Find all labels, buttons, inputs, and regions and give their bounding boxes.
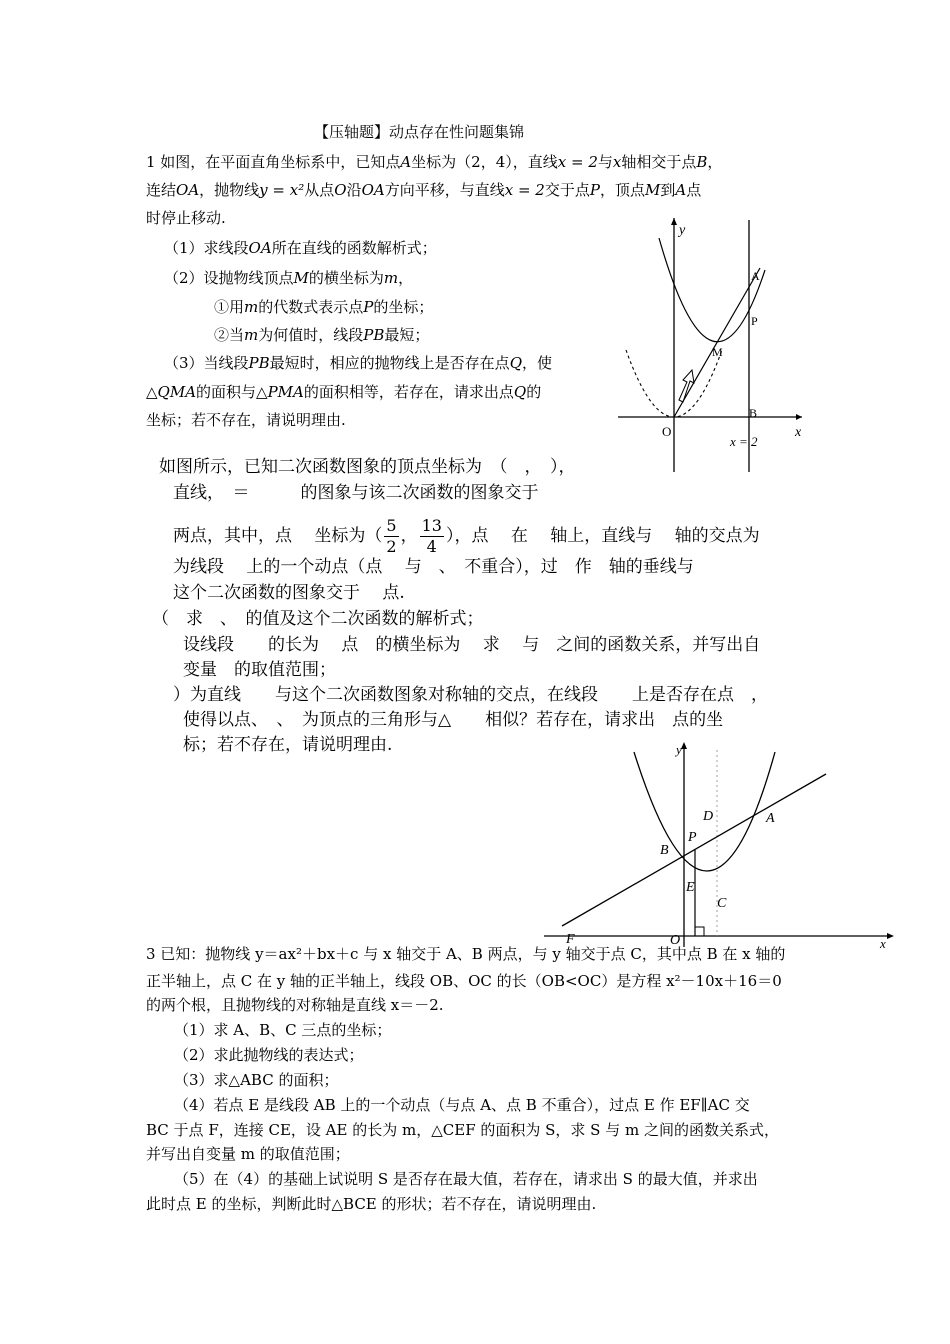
q1-part-2: （2）设抛物线顶点M的横坐标为m， (164, 269, 414, 287)
q3-part-4-line-3: 并写出自变量 m 的取值范围； (146, 1145, 350, 1163)
fig1-segment-oa (674, 268, 760, 417)
fig1-label-o: O (662, 424, 672, 439)
q3-part-5-line-1: （5）在（4）的基础上试说明 S 是否存在最大值，若存在，请求出 S 的最大值，并求出 (174, 1170, 758, 1188)
fig2-label-x: x (880, 936, 886, 950)
q1-part-2-2: ②当m为何值时，线段PB最短； (214, 326, 430, 344)
page-title: 【压轴题】动点存在性问题集锦 (314, 123, 525, 141)
fraction-5-2: $\frac{5}{2}$ (386, 516, 397, 556)
fig2-label-d: D (703, 809, 714, 824)
q3-line-2: 正半轴上，点 C 在 y 轴的正半轴上，线段 OB、OC 的长（OB<OC）是方程 x²－10x＋16＝0 (146, 972, 782, 990)
q3-part-1: （1）求 A、B、C 三点的坐标； (174, 1021, 392, 1039)
fig2-y-arrow (681, 742, 687, 749)
q3-part-2: （2）求此抛物线的表达式； (174, 1046, 364, 1064)
q1-line-1: 1 如图，在平面直角坐标系中，已知点A坐标为（2，4），直线x = 2与x轴相交于点B， (146, 153, 723, 171)
q2-line-8: 变量 的取值范围； (183, 660, 336, 680)
q1-part-3-line-1: （3）当线段PB最短时，相应的抛物线上是否存在点Q，使 (164, 354, 553, 372)
fig2-right-angle-mark (695, 927, 704, 936)
fig2-line-fa (562, 774, 826, 926)
q1-line-3: 时停止移动. (146, 209, 226, 227)
fig2-label-f: F (566, 932, 575, 947)
q2-line-1: 如图所示，已知二次函数图象的顶点坐标为 （ ， ）， (159, 457, 576, 477)
fig2-label-p: P (688, 830, 697, 845)
fig2-label-y: y (676, 742, 682, 757)
q2-line-7: 设线段 的长为 点 的横坐标为 求 与 之间的函数关系，并写出自 (183, 635, 761, 655)
fig2-label-o: O (670, 933, 681, 948)
q3-part-5-line-2: 此时点 E 的坐标，判断此时△BCE 的形状；若不存在，请说明理由. (146, 1195, 597, 1213)
fig1-x-arrow (796, 414, 802, 420)
q3-part-4-line-2: BC 于点 F，连接 CE，设 AE 的长为 m，△CEF 的面积为 S，求 S 与 m 之间的函数关系式， (146, 1121, 779, 1139)
q2-line-9: ）为直线 与这个二次函数图象对称轴的交点，在线段 上是否存在点 ， (173, 685, 768, 705)
q3-line-1: 3 已知：抛物线 y＝ax²＋bx＋c 与 x 轴交于 A、B 两点，与 y 轴交于点 C，其中点 B 在 x 轴的 (146, 945, 786, 963)
figure-2-graph (540, 740, 900, 950)
fig1-label-m: M (712, 345, 723, 359)
fig1-label-x: x (795, 425, 802, 440)
fig1-y-arrow (671, 218, 677, 225)
fig2-x-arrow (887, 933, 894, 939)
q3-part-4-line-1: （4）若点 E 是线段 AB 上的一个动点（与点 A、点 B 不重合），过点 E 作 EF∥AC 交 (174, 1096, 750, 1114)
q2-line-5: 这个二次函数的图象交于 点. (173, 583, 405, 603)
q1-part-2-1: ①用m的代数式表示点P的坐标； (214, 298, 434, 316)
q2-line-4: 为线段 上的一个动点（点 与 、 不重合），过 作 轴的垂线与 (173, 557, 694, 577)
fig1-label-p: P (751, 314, 758, 328)
q1-line-2: 连结OA，抛物线y = x²从点O沿OA方向平移，与直线x = 2交于点P，顶点M到A点 (146, 181, 702, 199)
q2-line-3: 两点，其中，点 坐标为（ $\frac{5}{2}$ ， $\frac{13}{4}$ ），点 在 轴上，直线与 轴的交点为 (173, 516, 760, 556)
fig2-label-e: E (686, 880, 695, 895)
q2-line-6: （ 求 、 的值及这个二次函数的解析式； (152, 609, 484, 629)
fig2-label-b: B (660, 843, 669, 858)
fig2-label-c: C (717, 896, 727, 911)
q2-line-2: 直线， ＝ 的图象与该二次函数的图象交于 (173, 483, 539, 503)
fraction-13-4: $\frac{13}{4}$ (421, 516, 442, 556)
q2-line-10: 使得以点、 、 为顶点的三角形与△ 相似？若存在，请求出 点的坐 (183, 710, 724, 730)
fig1-label-y: y (679, 223, 686, 238)
fig2-label-a: A (766, 811, 775, 826)
fig1-label-line: x = 2 (730, 434, 758, 449)
figure-1-graph (610, 210, 810, 480)
q1-part-3-line-2: △QMA的面积与△PMA的面积相等，若存在，请求出点Q的 (146, 383, 542, 401)
q1-part-3-line-3: 坐标；若不存在，请说明理由. (146, 411, 346, 429)
fig1-label-b: B (749, 406, 758, 420)
q3-line-3: 的两个根，且抛物线的对称轴是直线 x＝－2. (146, 996, 444, 1014)
fig1-label-a: A (751, 269, 760, 283)
q1-part-1: （1）求线段OA所在直线的函数解析式； (164, 239, 437, 257)
q2-line-11: 标；若不存在，请说明理由. (183, 735, 393, 755)
q3-part-3: （3）求△ABC 的面积； (174, 1071, 339, 1089)
